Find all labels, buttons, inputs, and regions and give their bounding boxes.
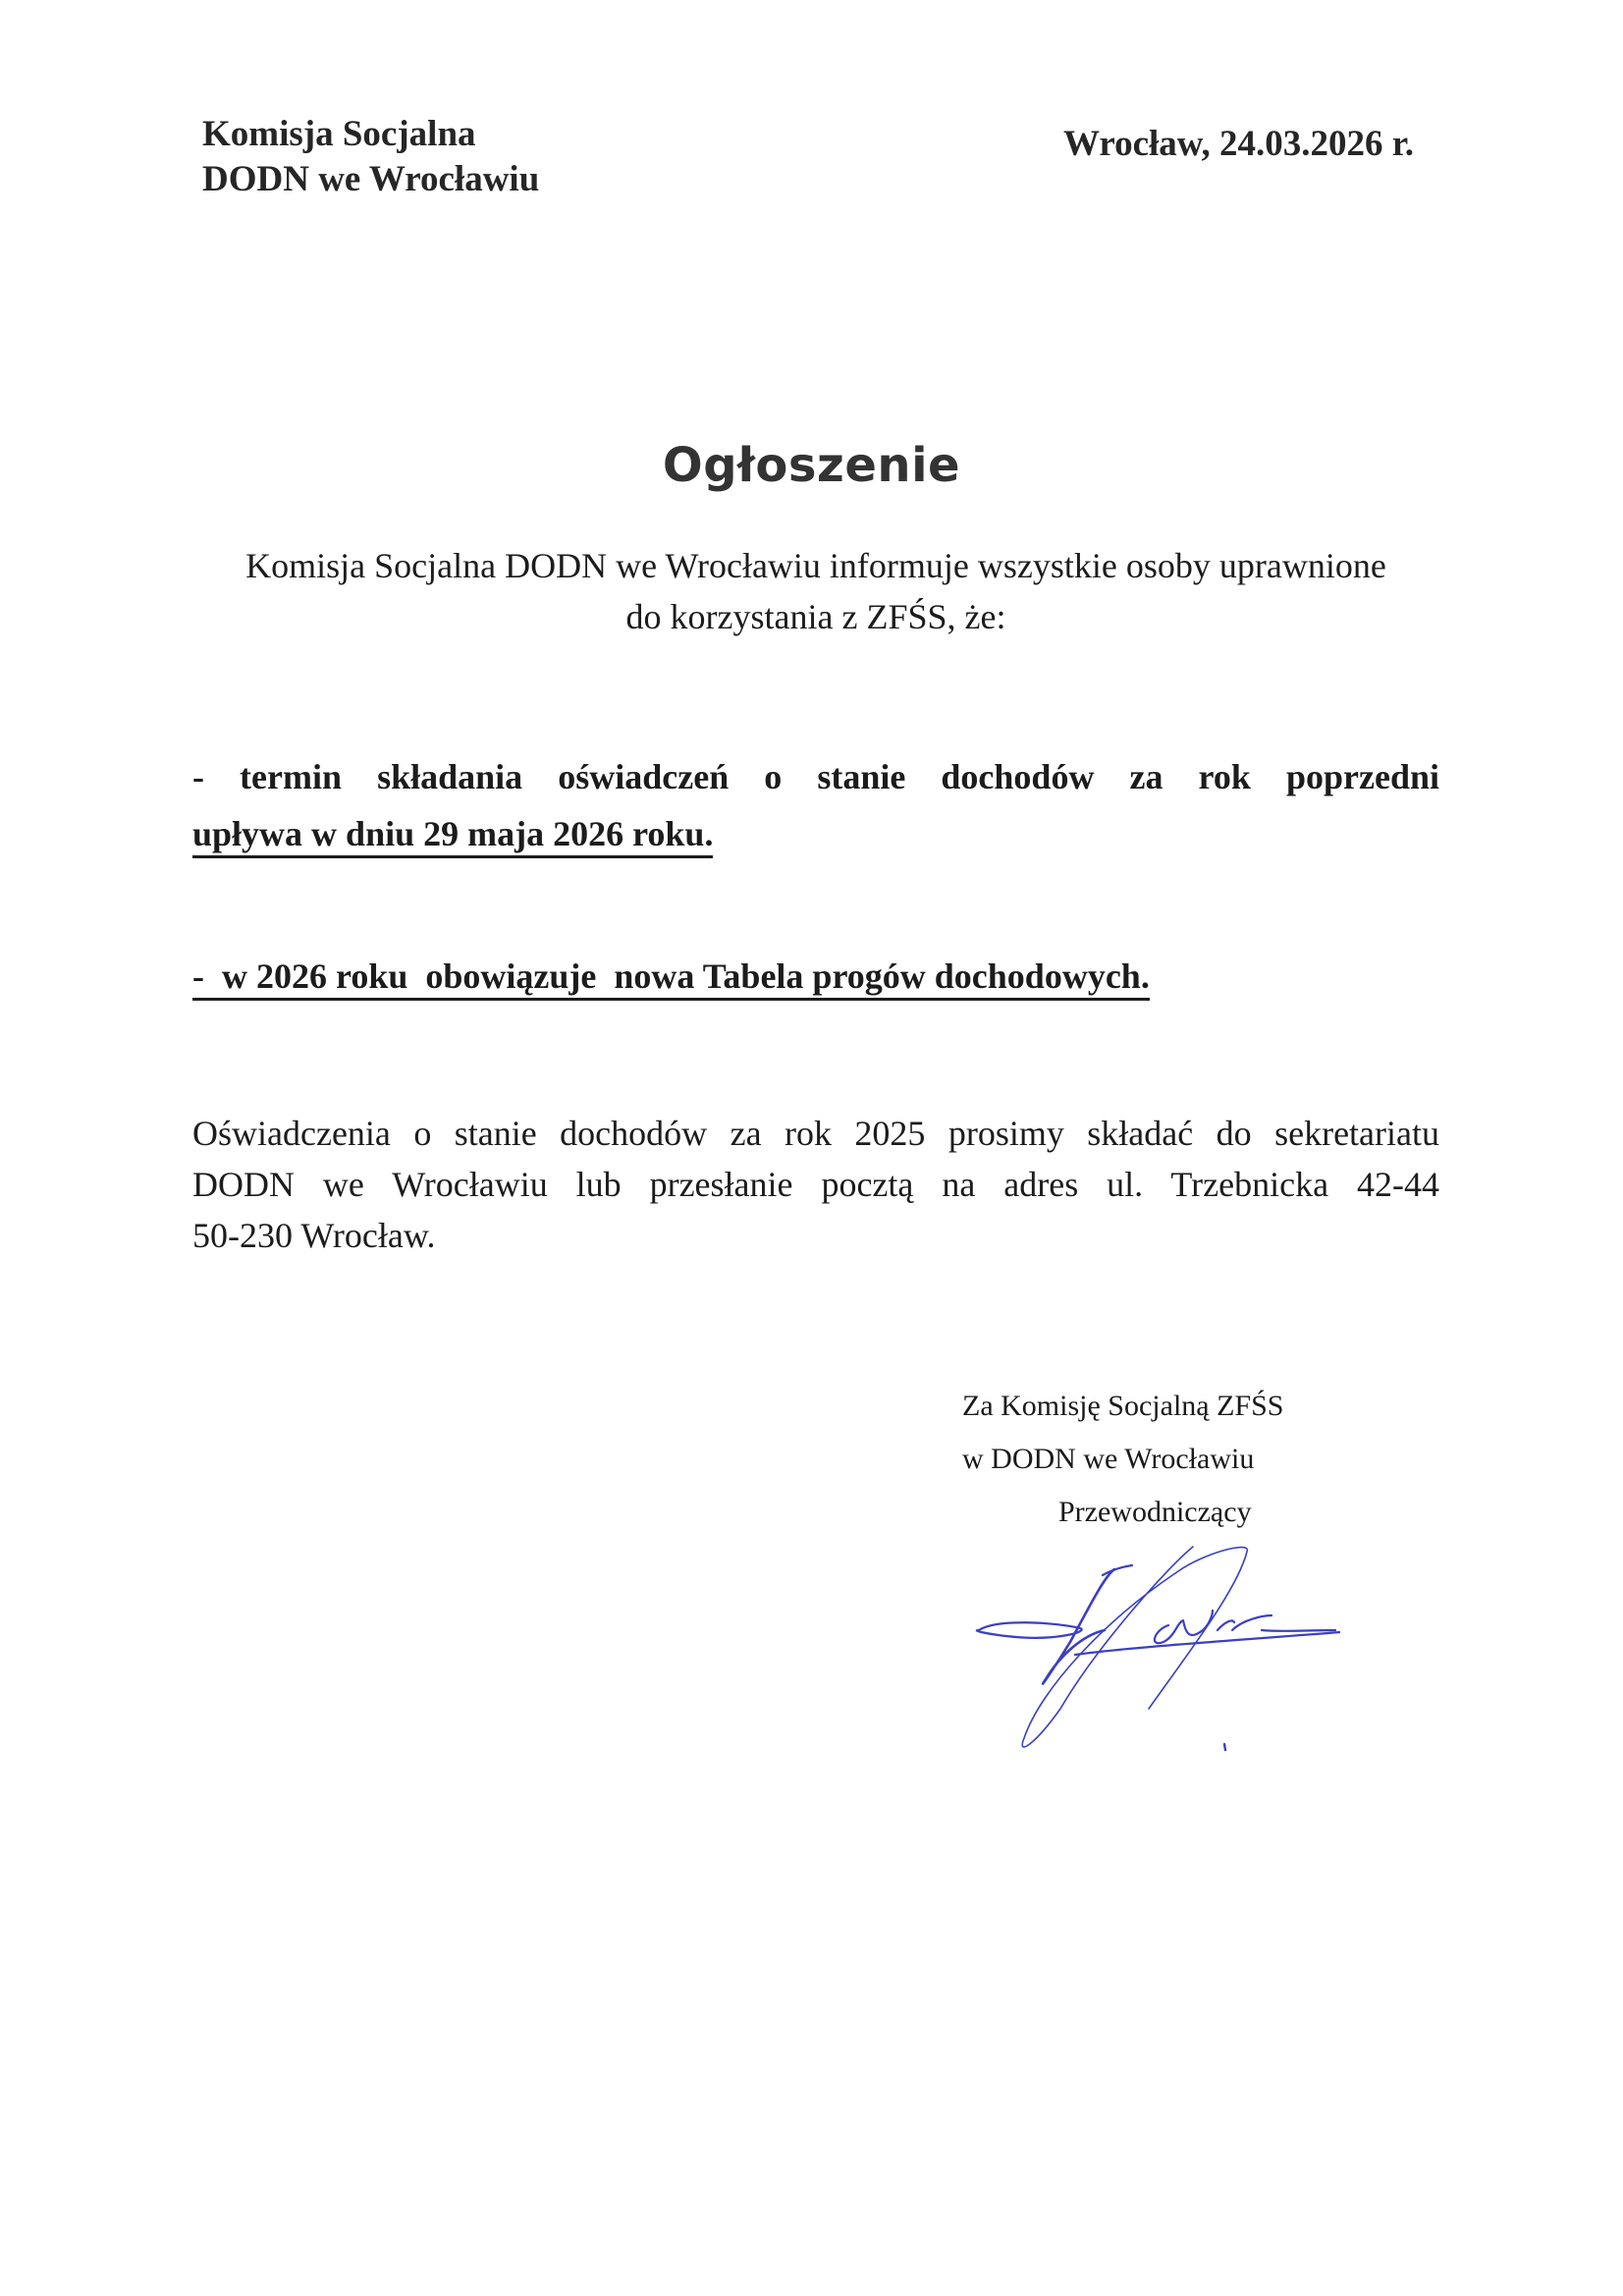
closing-block	[962, 1380, 1283, 1539]
paragraph-line-1: Oświadczenia o stanie dochodów za rok 2025 prosimy składać do sekretariatu	[192, 1114, 1439, 1153]
intro-line-1: Komisja Socjalna DODN we Wrocławiu informuje wszystkie osoby uprawnione	[245, 546, 1386, 585]
intro-line-2: do korzystania z ZFŚS, że:	[625, 597, 1006, 636]
point-1-line-1: - termin składania oświadczeń o stanie dochodów za rok poprzedni	[192, 757, 1439, 796]
intro-paragraph	[192, 540, 1439, 642]
signature-stroke-loop	[977, 1622, 1082, 1638]
signature-stroke-baseline	[1075, 1632, 1340, 1655]
sender-line-1: Komisja Socjalna	[202, 114, 476, 154]
signature-stroke-main-left	[1043, 1569, 1114, 1684]
announcement-point-1	[192, 748, 1439, 862]
place-date: Wrocław, 24.03.2026 r.	[1063, 124, 1414, 164]
submission-paragraph	[192, 1108, 1439, 1261]
sender-block	[202, 112, 539, 202]
signature-dot	[1224, 1744, 1225, 1750]
paragraph-line-3: 50-230 Wrocław.	[192, 1216, 436, 1255]
closing-role: Przewodniczący	[1058, 1496, 1252, 1528]
handwritten-signature	[967, 1532, 1340, 1753]
signature-stroke-long-down	[1022, 1547, 1247, 1747]
sender-line-2: DODN we Wrocławiu	[202, 159, 540, 199]
point-1-deadline-underlined: upływa w dniu 29 maja 2026 roku.	[192, 812, 713, 858]
announcement-point-2-underlined: - w 2026 roku obowiązuje nowa Tabela progów dochodowych.	[192, 955, 1150, 1001]
signature-stroke-hook	[1103, 1565, 1132, 1575]
closing-line-2: w DODN we Wrocławiu	[962, 1443, 1255, 1475]
closing-line-1: Za Komisję Socjalną ZFŚS	[962, 1390, 1284, 1422]
paragraph-line-2: DODN we Wrocławiu lub przesłanie pocztą na adres ul. Trzebnicka 42-44	[192, 1165, 1439, 1204]
signature-stroke-letters	[1155, 1611, 1335, 1643]
document-title: Ogłoszenie	[662, 438, 961, 493]
